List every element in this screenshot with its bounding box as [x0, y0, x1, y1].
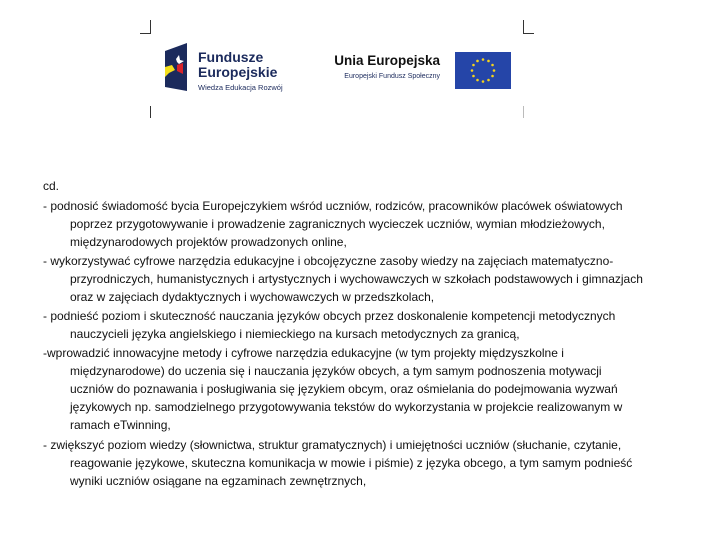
document-line: międzynarodowych projektów prowadzonych online, — [70, 235, 347, 249]
document-body — [43, 177, 643, 490]
document-line: ramach eTwinning, — [70, 418, 171, 432]
document-line: reagowanie językowe, skuteczna komunikacja w mowie i piśmie) z języka obcego, a tym samym podnieść — [70, 456, 633, 470]
document-line: - wykorzystywać cyfrowe narzędzia edukacyjne i obcojęzyczne zasoby wiedzy na zajęciach matematyczno- — [43, 254, 614, 268]
crop-mark-bottom-left — [150, 106, 151, 118]
crop-mark-top-right-v — [523, 20, 524, 34]
eu-star-icon — [493, 69, 496, 72]
document-line: poprzez przygotowywanie i prowadzenie zagranicznych wycieczek uczniów, wymian młodzieżowych, — [70, 217, 605, 231]
fundusze-europejskie-flag-icon — [163, 43, 187, 91]
eu-star-icon — [491, 64, 494, 67]
document-line: oraz w zajęciach dydaktycznych i wychowawczych w przedszkolach, — [70, 290, 435, 304]
eu-flag-icon — [455, 52, 511, 89]
crop-mark-top-left-v — [150, 20, 151, 34]
continuation-label: cd. — [43, 179, 60, 193]
crop-mark-top-right-h — [523, 33, 534, 34]
document-line: - zwiększyć poziom wiedzy (słownictwa, struktur gramatycznych) i umiejętności uczniów (słuchanie, czytanie, — [43, 438, 622, 452]
document-line: -wprowadzić innowacyjne metody i cyfrowe narzędzia edukacyjne (w tym projekty międzyszkolne i — [43, 346, 564, 360]
document-line: wyniki uczniów osiągane na egzaminach zewnętrznych, — [70, 474, 367, 488]
fundusze-europejskie-logo — [198, 50, 283, 92]
eu-star-icon — [471, 69, 474, 72]
document-line: przyrodniczych, humanistycznych i artystycznych i wychowawczych w szkołach podstawowych i gimnazjach — [70, 272, 643, 286]
eu-star-icon — [482, 58, 485, 61]
fe-logo-tagline: Wiedza Edukacja Rozwój — [198, 83, 283, 92]
eu-star-icon — [476, 79, 479, 82]
document-line: nauczycieli języka angielskiego i niemieckiego na kursach metodycznych za granicą, — [70, 327, 520, 341]
document-line: - podnosić świadomość bycia Europejczykiem wśród uczniów, rodziców, pracowników placówek oświatowych — [43, 199, 623, 213]
document-line: językowych np. samodzielnego przygotowywania tekstów do wykorzystania w projekcie realizowanym w — [70, 400, 623, 414]
eu-star-icon — [482, 80, 485, 83]
document-line: uczniów do poznawania i posługiwania się językiem obcym, oraz ośmielania do podejmowania wyzwań — [70, 382, 618, 396]
unia-europejska-logo — [334, 53, 440, 80]
ue-logo-subtitle: Europejski Fundusz Społeczny — [344, 73, 440, 80]
eu-star-icon — [491, 75, 494, 78]
eu-star-icon — [472, 75, 475, 78]
document-line: - podnieść poziom i skuteczność nauczania języków obcych przez doskonalenie kompetencji metodycznych — [43, 309, 616, 323]
fe-logo-line1: Fundusze — [198, 49, 264, 65]
ue-logo-title: Unia Europejska — [334, 53, 440, 68]
fe-logo-line2: Europejskie — [198, 64, 278, 80]
crop-mark-bottom-right — [523, 106, 524, 118]
document-line: międzynarodowe) do uczenia się i nauczania języków obcych, a tym samym podnoszenia motywacji — [70, 364, 602, 378]
eu-star-icon — [487, 79, 490, 82]
eu-star-icon — [476, 60, 479, 63]
eu-star-icon — [487, 60, 490, 63]
eu-star-icon — [472, 64, 475, 67]
logo-header — [150, 40, 520, 100]
crop-mark-top-left-h — [140, 33, 150, 34]
